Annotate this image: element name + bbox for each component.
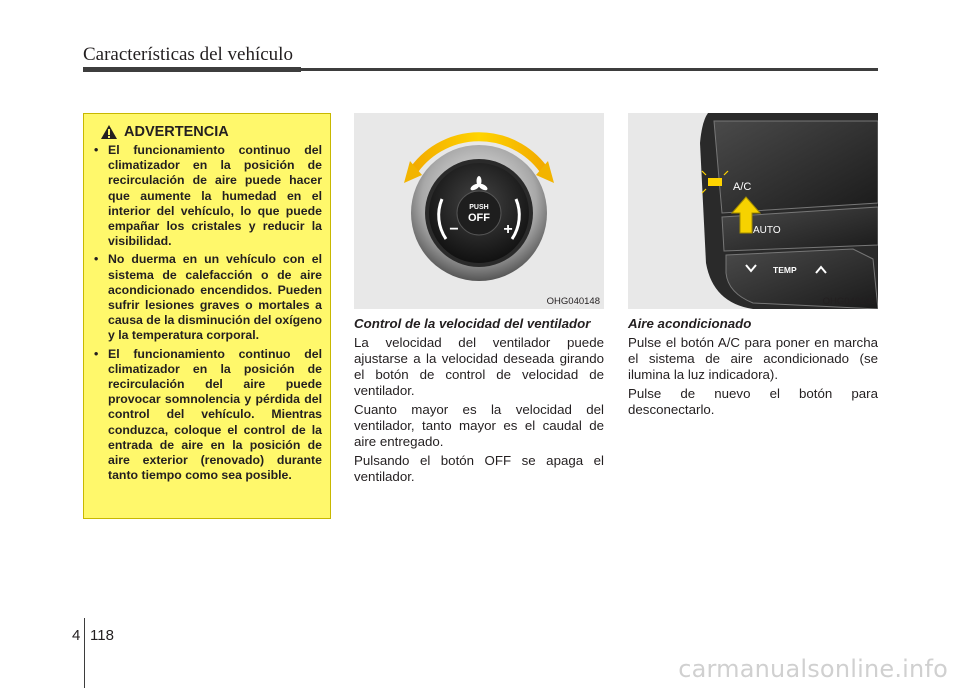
- section-heading: Aire acondicionado: [628, 316, 752, 331]
- section-paragraph: Pulsando el botón OFF se apaga el ventilador.: [354, 453, 604, 484]
- ac-panel-figure: [628, 113, 878, 309]
- chapter-number: 4: [72, 627, 81, 644]
- warning-item: [92, 252, 322, 343]
- page-number: 118: [90, 627, 114, 644]
- temp-label: TEMP: [773, 265, 797, 275]
- fan-knob-illustration: [354, 113, 604, 309]
- header-rule-accent: [83, 67, 301, 72]
- figure-code: OHG040148: [546, 296, 600, 307]
- warning-header: [100, 124, 322, 140]
- air-conditioning-section: [628, 316, 878, 421]
- warning-item: [92, 143, 322, 249]
- footer-separator: [84, 618, 85, 688]
- warning-item-text: El funcionamiento continuo del climatizador en la posición de recirculación de aire puede hacer que aumente la humedad en el interior del vehículo, lo que puede empañar los cristales y reducir la visibilidad.: [108, 143, 322, 249]
- bullet: •: [94, 346, 99, 361]
- fan-speed-section: [354, 316, 604, 488]
- figure-code: OHG040149: [822, 296, 876, 307]
- bullet: •: [94, 143, 99, 157]
- warning-box: [83, 113, 331, 519]
- auto-button-label: AUTO: [753, 225, 781, 236]
- watermark: carmanualsonline.info: [678, 655, 948, 683]
- ac-button-label: A/C: [733, 181, 752, 193]
- warning-triangle-icon: [100, 124, 118, 140]
- page-header-title: Características del vehículo: [83, 44, 293, 65]
- ac-panel-illustration: [628, 113, 878, 309]
- section-paragraph: Cuanto mayor es la velocidad del ventilador, tanto mayor es el caudal de aire entregado.: [354, 402, 604, 449]
- section-paragraph: La velocidad del ventilador puede ajustarse a la velocidad deseada girando el botón de control de velocidad de ventilador.: [354, 335, 604, 398]
- bullet: •: [94, 252, 99, 267]
- warning-item-text: No duerma en un vehículo con el sistema de calefacción o de aire acondicionado encendidos. Pueden sufrir lesiones graves o mortales a causa de la disminución del oxígeno y la temperatura corporal.: [108, 252, 322, 343]
- knob-push-label: PUSH: [469, 204, 489, 211]
- knob-plus-label: +: [503, 221, 513, 238]
- section-heading: Control de la velocidad del ventilador: [354, 316, 591, 331]
- section-paragraph: Pulse de nuevo el botón para desconectarlo.: [628, 386, 878, 417]
- warning-item: [92, 347, 322, 484]
- warning-item-text: El funcionamiento continuo del climatizador en la posición de recirculación del aire puede provocar somnolencia y pérdida del control del vehículo. Mientras conduzca, coloque el control de la entrada de aire en la posición de aire exterior (renovado) durante tanto tiempo como sea posible.: [108, 346, 322, 483]
- knob-minus-label: −: [449, 221, 459, 238]
- warning-title: ADVERTENCIA: [124, 124, 229, 140]
- knob-off-label: OFF: [468, 212, 490, 224]
- warning-list: [92, 143, 322, 483]
- fan-knob-figure: [354, 113, 604, 309]
- section-paragraph: Pulse el botón A/C para poner en marcha el sistema de aire acondicionado (se ilumina la luz indicadora).: [628, 335, 878, 382]
